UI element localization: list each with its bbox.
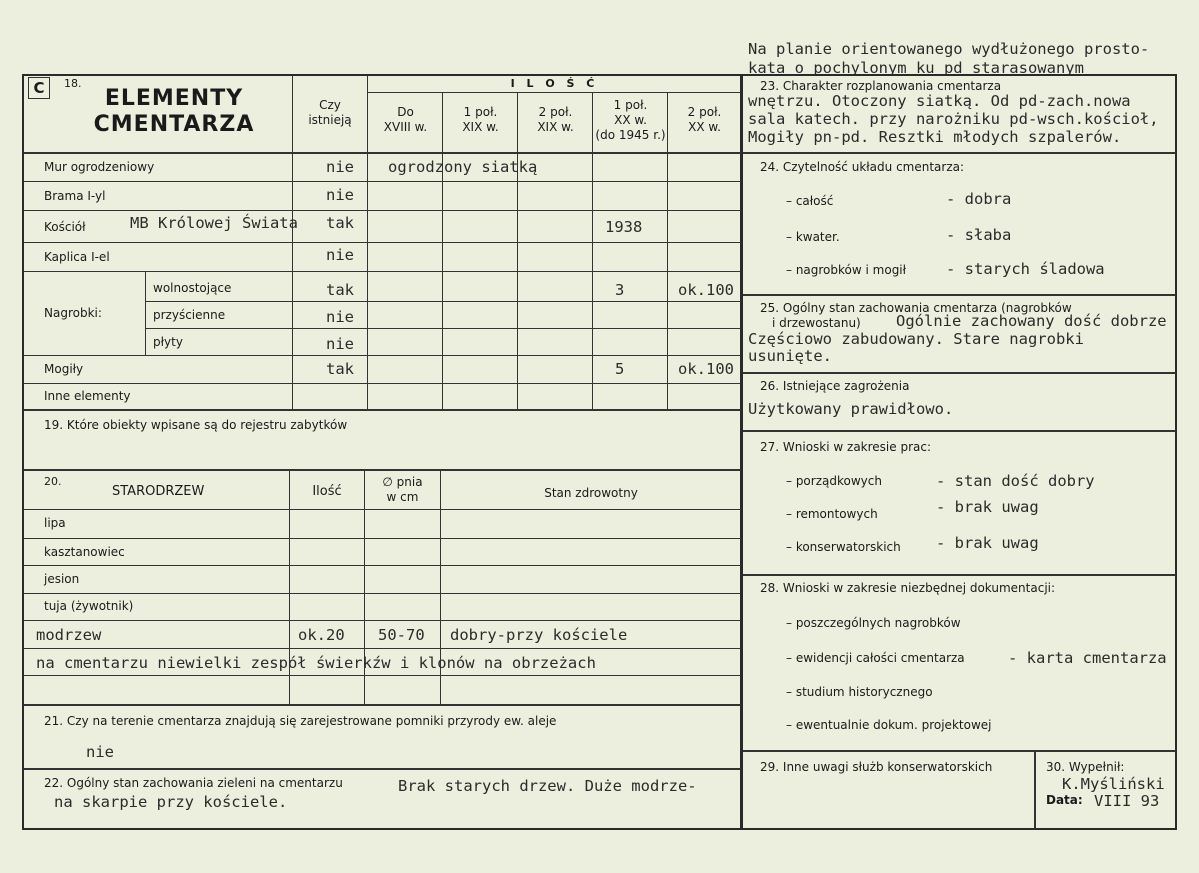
row-nagrobki-label: Nagrobki: xyxy=(44,306,102,320)
row-kosciol-label: Kościół xyxy=(44,220,86,234)
s24-item-3-label: – nagrobków i mogił xyxy=(786,263,907,277)
s27-item-2-value: - brak uwag xyxy=(936,498,1039,516)
s27-item-3-value: - brak uwag xyxy=(936,534,1039,552)
typed-note-line-1: Na planie orientowanego wydłużonego prosto- xyxy=(748,40,1150,58)
s20-col-pnia: ∅ pnia w cm xyxy=(382,475,423,504)
grid-line xyxy=(24,409,741,411)
s27-item-3-label: – konserwatorskich xyxy=(786,540,901,554)
mur-czy: nie xyxy=(326,158,354,176)
s27-label: 27. Wnioski w zakresie prac: xyxy=(760,440,932,454)
s24-item-3-value: - starych śladowa xyxy=(946,260,1105,278)
s27-item-1-value: - stan dość dobry xyxy=(936,472,1095,490)
row-kaplica-label: Kaplica I-el xyxy=(44,250,110,264)
grid-line xyxy=(145,328,741,329)
kosciol-name: MB Królowej Świata xyxy=(130,214,298,232)
grid-line xyxy=(743,430,1176,432)
row-mur-label: Mur ogrodzeniowy xyxy=(44,160,155,174)
grid-line xyxy=(145,301,741,302)
grid-line xyxy=(442,92,443,409)
mogily-2pol20: ok.100 xyxy=(678,360,734,378)
tree-kasztanowiec: kasztanowiec xyxy=(44,545,125,559)
modrzew-pien: 50-70 xyxy=(378,626,425,644)
grid-line xyxy=(24,620,741,621)
row-mogily-label: Mogiły xyxy=(44,362,84,376)
grid-line xyxy=(743,294,1176,296)
wolno-2pol20: ok.100 xyxy=(678,281,734,299)
s28-item-4-label: – ewentualnie dokum. projektowej xyxy=(786,718,992,732)
s24-item-1-label: – całość xyxy=(786,194,834,208)
grid-line xyxy=(592,92,593,409)
s24-item-2-value: - słaba xyxy=(946,226,1012,244)
s18-title xyxy=(84,86,264,138)
s22-label: 22. Ogólny stan zachowania zieleni na cmentarzu xyxy=(44,776,343,790)
modrzew-ilosc: ok.20 xyxy=(298,626,345,644)
s20-extra-note: na cmentarzu niewielki zespół świerkźw i klonów na obrzeżach xyxy=(36,654,596,672)
col-2pol-xx: 2 poł. XX w. xyxy=(687,105,722,134)
mogily-1pol20: 5 xyxy=(615,360,625,378)
grid-line xyxy=(24,242,741,243)
grid-line xyxy=(24,210,741,211)
s23-label: 23. Charakter rozplanowania cmentarza xyxy=(760,79,1002,93)
s22-value-1: Brak starych drzew. Duże modrze- xyxy=(398,777,697,795)
s28-label: 28. Wnioski w zakresie niezbędnej dokumentacji: xyxy=(760,581,1056,595)
s28-item-3-label: – studium historycznego xyxy=(786,685,933,699)
s20-title: STARODRZEW xyxy=(112,484,205,499)
s28-item-1-label: – poszczególnych nagrobków xyxy=(786,616,961,630)
s25-line-2: usunięte. xyxy=(748,347,832,365)
grid-line xyxy=(145,271,146,355)
tree-jesion: jesion xyxy=(44,572,80,586)
plyty-czy: nie xyxy=(326,335,354,353)
s18-number: 18. xyxy=(64,77,82,90)
section-letter: C xyxy=(28,77,50,99)
grid-line xyxy=(743,152,1176,154)
s27-item-2-label: – remontowych xyxy=(786,507,878,521)
wolno-1pol20: 3 xyxy=(615,281,625,299)
grid-line xyxy=(24,271,741,272)
s30-date-label: Data: xyxy=(1046,793,1083,807)
grid-line xyxy=(24,538,741,539)
s30-name: K.Myśliński xyxy=(1062,775,1165,793)
grid-line xyxy=(24,355,741,356)
s30-label: 30. Wypełnił: xyxy=(1046,760,1125,774)
grid-line xyxy=(24,675,741,676)
brama-czy: nie xyxy=(326,186,354,204)
grid-line xyxy=(24,152,741,154)
grid-line xyxy=(24,768,741,770)
s19-label: 19. Które obiekty wpisane są do rejestru zabytków xyxy=(44,418,348,432)
tree-lipa: lipa xyxy=(44,516,66,530)
mur-note: ogrodzony siatką xyxy=(388,158,538,176)
s24-label: 24. Czytelność układu cmentarza: xyxy=(760,160,965,174)
col-1pol-xx: 1 poł. XX w. (do 1945 r.) xyxy=(595,98,666,142)
s26-label: 26. Istniejące zagrożenia xyxy=(760,379,910,393)
s22-value-2: na skarpie przy kościele. xyxy=(54,793,288,811)
s30-date: VIII 93 xyxy=(1094,792,1160,810)
col-do-xviii: Do XVIII w. xyxy=(383,105,428,134)
s28-item-2-label: – ewidencji całości cmentarza xyxy=(786,651,965,665)
row-brama-label: Brama I-yl xyxy=(44,189,106,203)
s23-line-2: sala katech. przy narożniku pd-wsch.kościoł, xyxy=(748,110,1159,128)
tree-modrzew: modrzew xyxy=(36,626,102,644)
s25-label-1: 25. Ogólny stan zachowania cmentarza (nagrobków xyxy=(760,301,1072,315)
s28-item-2-value: - karta cmentarza xyxy=(1008,649,1167,667)
grid-line xyxy=(367,76,368,409)
s25-line-1: Częściowo zabudowany. Stare nagrobki xyxy=(748,330,1084,348)
kosciol-czy: tak xyxy=(326,214,354,232)
col-2pol-xix: 2 poł. XIX w. xyxy=(537,105,574,134)
row-plyty-label: płyty xyxy=(153,335,183,349)
grid-line xyxy=(517,92,518,409)
grid-line xyxy=(24,704,741,706)
grid-line xyxy=(368,92,741,93)
s29-label: 29. Inne uwagi służb konserwatorskich xyxy=(760,760,993,774)
s23-line-1: wnętrzu. Otoczony siatką. Od pd-zach.nowa xyxy=(748,92,1131,110)
row-inne-label: Inne elementy xyxy=(44,389,131,403)
col-ilosc: I L O Ś Ć xyxy=(510,77,599,90)
row-wolnostojace-label: wolnostojące xyxy=(153,281,232,295)
grid-line xyxy=(24,648,741,649)
s18-title-line2: CMENTARZA xyxy=(93,112,255,137)
wolno-czy: tak xyxy=(326,281,354,299)
przysc-czy: nie xyxy=(326,308,354,326)
grid-line xyxy=(24,565,741,566)
grid-line xyxy=(743,574,1176,576)
col-czy-istnieja: Czy istnieją xyxy=(308,98,352,127)
s27-item-1-label: – porządkowych xyxy=(786,474,882,488)
kaplica-czy: nie xyxy=(326,246,354,264)
mogily-czy: tak xyxy=(326,360,354,378)
s20-number: 20. xyxy=(44,475,62,488)
s20-col-ilosc: Ilość xyxy=(312,484,342,499)
s18-title-line1: ELEMENTY xyxy=(104,86,244,111)
grid-line xyxy=(743,372,1176,374)
grid-line xyxy=(743,750,1176,752)
s25-value-1: Ogólnie zachowany dość dobrze xyxy=(896,312,1167,330)
s26-value: Użytkowany prawidłowo. xyxy=(748,400,954,418)
s20-col-stan: Stan zdrowotny xyxy=(544,486,638,500)
s21-value: nie xyxy=(86,743,114,761)
s23-line-3: Mogiły pn-pd. Resztki młodych szpalerów. xyxy=(748,128,1122,146)
s24-item-2-label: – kwater. xyxy=(786,230,840,244)
grid-line xyxy=(24,593,741,594)
grid-line xyxy=(292,76,293,409)
grid-line xyxy=(24,383,741,384)
typed-note-line-2: kata o pochylonym ku pd starasowanym xyxy=(748,59,1084,77)
s24-item-1-value: - dobra xyxy=(946,190,1012,208)
s25-label-2: i drzewostanu) xyxy=(772,316,861,330)
grid-line xyxy=(24,509,741,510)
s21-label: 21. Czy na terenie cmentarza znajdują się zarejestrowane pomniki przyrody ew. aleje xyxy=(44,714,557,728)
grid-line xyxy=(24,469,741,471)
tree-tuja: tuja (żywotnik) xyxy=(44,599,134,613)
modrzew-stan: dobry-przy kościele xyxy=(450,626,628,644)
grid-line xyxy=(24,181,741,182)
grid-line xyxy=(1034,751,1036,829)
kosciol-year: 1938 xyxy=(605,218,643,236)
row-przyscienne-label: przyścienne xyxy=(153,308,226,322)
grid-line xyxy=(667,92,668,409)
col-1pol-xix: 1 poł. XIX w. xyxy=(462,105,499,134)
